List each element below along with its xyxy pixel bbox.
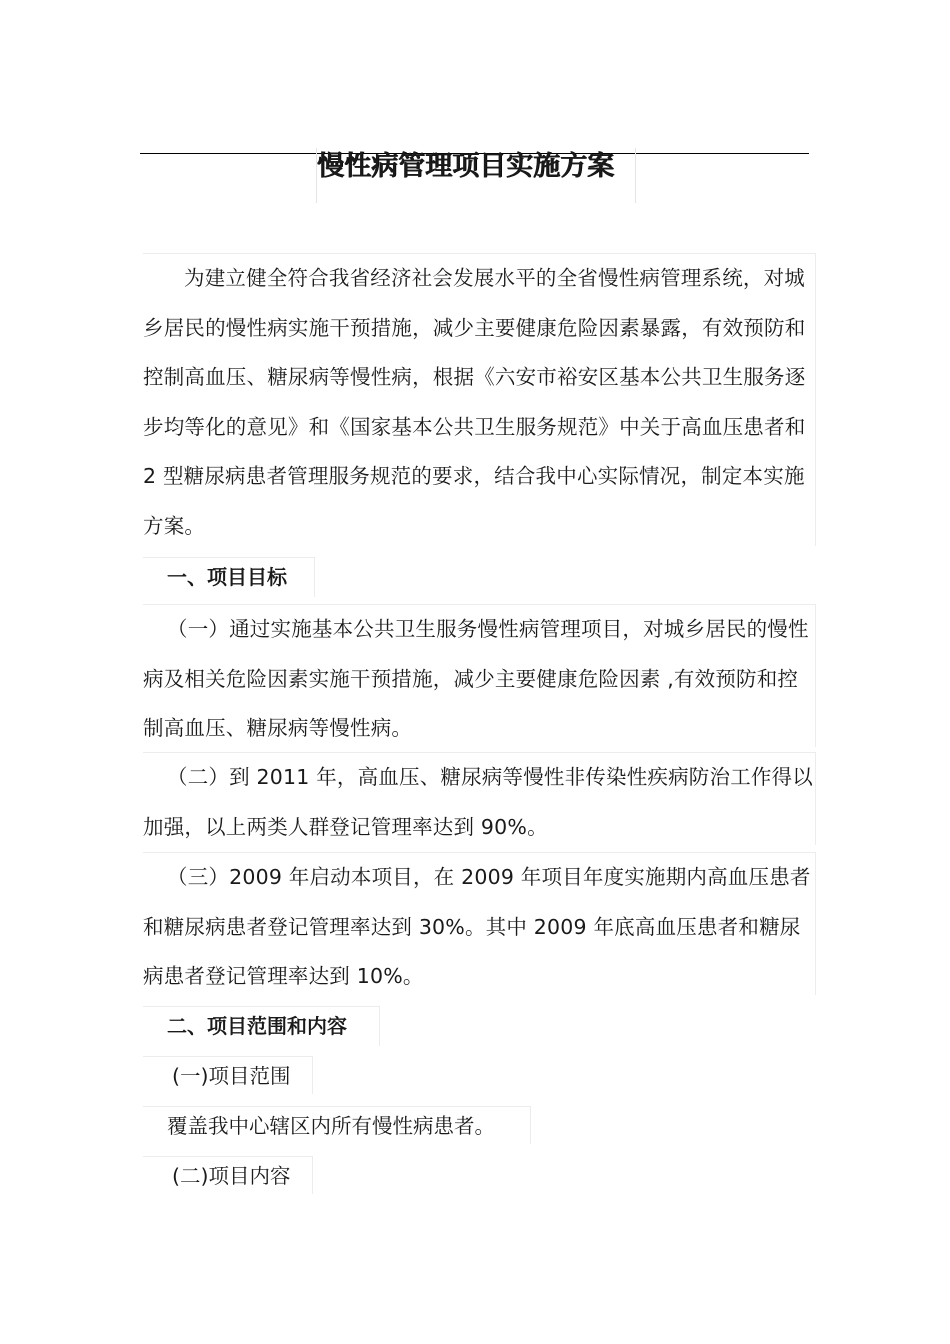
- goal3-block: [143, 852, 816, 995]
- document-title: 慢性病管理项目实施方案: [316, 148, 636, 203]
- section1-heading: 一、项目目标: [143, 557, 315, 597]
- goal1-block: [143, 604, 816, 747]
- section2-heading: 二、项目范围和内容: [143, 1006, 380, 1046]
- content-heading: (二)项目内容: [143, 1156, 313, 1194]
- scope-heading: (一)项目范围: [143, 1056, 313, 1094]
- goal3-paragraph: （三）2009 年启动本项目，在 2009 年项目年度实施期内高血压患者和糖尿病患者登记管理率达到 30%。其中 2009 年底高血压患者和糖尿病患者登记管理率达到 10%。: [143, 865, 811, 988]
- goal1-paragraph: （一）通过实施基本公共卫生服务慢性病管理项目，对城乡居民的慢性病及相关危险因素实施干预措施，减少主要健康危险因素 ,有效预防和控制高血压、糖尿病等慢性病。: [143, 617, 809, 740]
- goal2-block: [143, 752, 816, 845]
- intro-paragraph: 为建立健全符合我省经济社会发展水平的全省慢性病管理系统，对城乡居民的慢性病实施干预措施，减少主要健康危险因素暴露，有效预防和控制高血压、糖尿病等慢性病，根据《六安市裕安区基本公共卫生服务逐步均等化的意见》和《国家基本公共卫生服务规范》中关于高血压患者和 2 型糖尿病患者管理服务规范的要求，结合我中心实际情况，制定本实施方案。: [143, 266, 806, 538]
- scope-text: 覆盖我中心辖区内所有慢性病患者。: [143, 1106, 531, 1144]
- goal2-paragraph: （二）到 2011 年，高血压、糖尿病等慢性非传染性疾病防治工作得以加强，以上两类人群登记管理率达到 90%。: [143, 765, 814, 839]
- intro-block: [143, 253, 816, 546]
